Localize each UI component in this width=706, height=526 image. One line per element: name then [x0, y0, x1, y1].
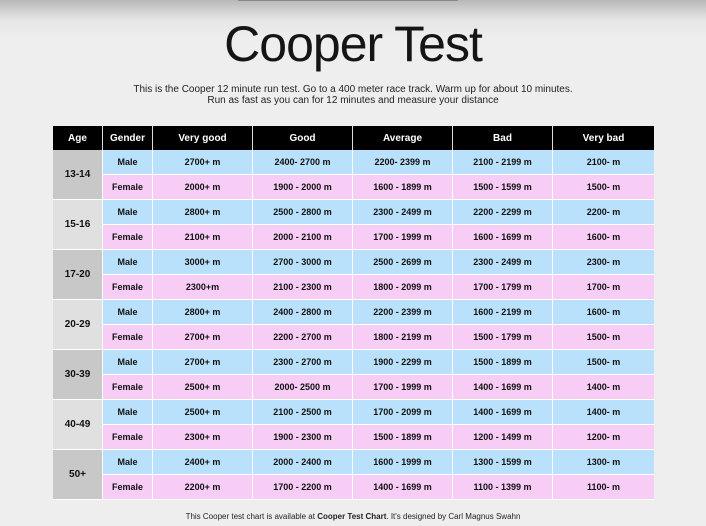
distance-cell: 1100 - 1399 m: [453, 475, 553, 500]
distance-cell: 3000+ m: [153, 250, 253, 275]
cooper-test-chart-link[interactable]: Cooper Test Chart: [317, 512, 387, 521]
distance-cell: 2500+ m: [153, 375, 253, 400]
distance-cell: 2000+ m: [153, 175, 253, 200]
distance-cell: 1400- m: [553, 400, 654, 425]
distance-cell: 2700+ m: [153, 150, 253, 175]
distance-cell: 2400+ m: [153, 450, 253, 475]
table-row: [53, 175, 654, 200]
distance-cell: 1700- m: [553, 275, 654, 300]
distance-cell: 1400 - 1699 m: [453, 375, 553, 400]
table-row: [53, 375, 654, 400]
gender-cell: Male: [103, 350, 153, 375]
distance-cell: 1500 - 1899 m: [353, 425, 453, 450]
age-group-cell: 17-20: [53, 250, 103, 300]
distance-cell: 1300- m: [553, 450, 654, 475]
gender-cell: Female: [103, 475, 153, 500]
distance-cell: 2800+ m: [153, 200, 253, 225]
age-group-cell: 15-16: [53, 200, 103, 250]
gender-cell: Male: [103, 300, 153, 325]
distance-cell: 1600 - 2199 m: [453, 300, 553, 325]
distance-cell: 1600- m: [553, 300, 654, 325]
distance-cell: 1700 - 2099 m: [353, 400, 453, 425]
distance-cell: 1900 - 2000 m: [253, 175, 353, 200]
distance-cell: 1300 - 1599 m: [453, 450, 553, 475]
header-good: Good: [253, 126, 353, 150]
distance-cell: 2700+ m: [153, 350, 253, 375]
cooper-test-table: [53, 126, 654, 500]
table-body: [53, 150, 654, 500]
distance-cell: 2000 - 2400 m: [253, 450, 353, 475]
gender-cell: Male: [103, 450, 153, 475]
table-row: [53, 450, 654, 475]
distance-cell: 2200 - 2299 m: [453, 200, 553, 225]
distance-cell: 2100 - 2300 m: [253, 275, 353, 300]
distance-cell: 1600 - 1899 m: [353, 175, 453, 200]
distance-cell: 1200 - 1499 m: [453, 425, 553, 450]
age-group-cell: 13-14: [53, 150, 103, 200]
distance-cell: 2100 - 2500 m: [253, 400, 353, 425]
footer-credit: [0, 512, 706, 521]
distance-cell: 2200 - 2700 m: [253, 325, 353, 350]
distance-cell: 2200- m: [553, 200, 654, 225]
distance-cell: 1700 - 1799 m: [453, 275, 553, 300]
table-row: [53, 475, 654, 500]
table-row: [53, 325, 654, 350]
gender-cell: Male: [103, 200, 153, 225]
distance-cell: 1400- m: [553, 375, 654, 400]
distance-cell: 1500 - 1599 m: [453, 175, 553, 200]
header-gender: Gender: [103, 126, 153, 150]
distance-cell: 2300 - 2700 m: [253, 350, 353, 375]
distance-cell: 2800+ m: [153, 300, 253, 325]
gender-cell: Female: [103, 325, 153, 350]
distance-cell: 1600 - 1699 m: [453, 225, 553, 250]
page-title: Cooper Test: [224, 16, 482, 72]
table-row: [53, 400, 654, 425]
distance-cell: 1700 - 1999 m: [353, 375, 453, 400]
distance-cell: 2300 - 2499 m: [353, 200, 453, 225]
gender-cell: Male: [103, 400, 153, 425]
intro-text: [0, 84, 706, 106]
distance-cell: 1900 - 2300 m: [253, 425, 353, 450]
table-row: [53, 250, 654, 275]
distance-cell: 1500- m: [553, 350, 654, 375]
distance-cell: 2400- 2700 m: [253, 150, 353, 175]
table-row: [53, 350, 654, 375]
intro-line-1: This is the Cooper 12 minute run test. Go to a 400 meter race track. Warm up for about 10 minutes.: [133, 84, 573, 95]
age-group-cell: 40-49: [53, 400, 103, 450]
distance-cell: 2300+ m: [153, 425, 253, 450]
distance-cell: 1600- m: [553, 225, 654, 250]
distance-cell: 2500+ m: [153, 400, 253, 425]
header-very-bad: Very bad: [553, 126, 654, 150]
distance-cell: 1500 - 1799 m: [453, 325, 553, 350]
distance-cell: 2100- m: [553, 150, 654, 175]
distance-cell: 2300 - 2499 m: [453, 250, 553, 275]
distance-cell: 2000 - 2100 m: [253, 225, 353, 250]
distance-cell: 2200 - 2399 m: [353, 300, 453, 325]
gender-cell: Male: [103, 150, 153, 175]
header-very-good: Very good: [153, 126, 253, 150]
distance-cell: 1600 - 1999 m: [353, 450, 453, 475]
gender-cell: Female: [103, 425, 153, 450]
age-group-cell: 30-39: [53, 350, 103, 400]
distance-cell: 2300- m: [553, 250, 654, 275]
distance-cell: 2100 - 2199 m: [453, 150, 553, 175]
distance-cell: 1100- m: [553, 475, 654, 500]
age-group-cell: 20-29: [53, 300, 103, 350]
header-bad: Bad: [453, 126, 553, 150]
distance-cell: 1900 - 2299 m: [353, 350, 453, 375]
top-divider: [238, 0, 458, 1]
header-average: Average: [353, 126, 453, 150]
cooper-table-container: [53, 126, 654, 500]
distance-cell: 2400 - 2800 m: [253, 300, 353, 325]
table-row: [53, 275, 654, 300]
distance-cell: 1500 - 1899 m: [453, 350, 553, 375]
distance-cell: 2200- 2399 m: [353, 150, 453, 175]
table-row: [53, 200, 654, 225]
distance-cell: 1800 - 2099 m: [353, 275, 453, 300]
table-row: [53, 225, 654, 250]
footer-prefix: This Cooper test chart is available at: [185, 512, 318, 521]
distance-cell: 1500- m: [553, 175, 654, 200]
distance-cell: 1700 - 2200 m: [253, 475, 353, 500]
distance-cell: 1700 - 1999 m: [353, 225, 453, 250]
gender-cell: Female: [103, 275, 153, 300]
gender-cell: Male: [103, 250, 153, 275]
intro-line-2: Run as fast as you can for 12 minutes and measure your distance: [207, 95, 499, 106]
gender-cell: Female: [103, 375, 153, 400]
distance-cell: 2200+ m: [153, 475, 253, 500]
distance-cell: 1400 - 1699 m: [453, 400, 553, 425]
gender-cell: Female: [103, 175, 153, 200]
table-row: [53, 425, 654, 450]
table-header-row: [53, 126, 654, 150]
distance-cell: 1400 - 1699 m: [353, 475, 453, 500]
table-row: [53, 150, 654, 175]
distance-cell: 1500- m: [553, 325, 654, 350]
header-age: Age: [53, 126, 103, 150]
distance-cell: 2100+ m: [153, 225, 253, 250]
table-row: [53, 300, 654, 325]
age-group-cell: 50+: [53, 450, 103, 500]
distance-cell: 2500 - 2699 m: [353, 250, 453, 275]
distance-cell: 1200- m: [553, 425, 654, 450]
distance-cell: 2000- 2500 m: [253, 375, 353, 400]
distance-cell: 2300+m: [153, 275, 253, 300]
distance-cell: 2700 - 3000 m: [253, 250, 353, 275]
distance-cell: 2500 - 2800 m: [253, 200, 353, 225]
gender-cell: Female: [103, 225, 153, 250]
footer-suffix: . It's designed by Carl Magnus Swahn: [386, 512, 521, 521]
distance-cell: 2700+ m: [153, 325, 253, 350]
distance-cell: 1800 - 2199 m: [353, 325, 453, 350]
